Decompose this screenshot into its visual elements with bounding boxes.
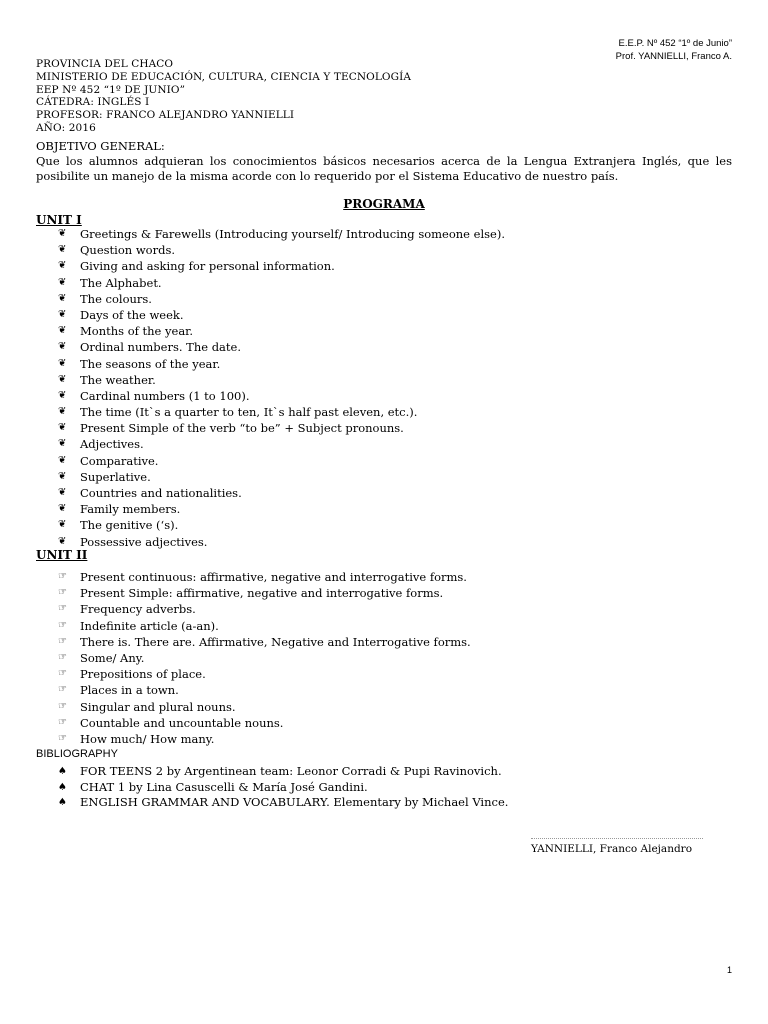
- programa-title: PROGRAMA: [343, 197, 425, 211]
- unit-2-item: [58, 650, 471, 666]
- unit-1-item: [58, 356, 505, 372]
- unit-2-item-text: There is. There are. Affirmative, Negative and Interrogative forms.: [80, 634, 471, 649]
- flower-bullet-icon: ❦: [58, 519, 67, 531]
- hand-pointer-bullet-icon: ☞: [58, 668, 67, 680]
- unit-1-item-text: Present Simple of the verb “to be” + Subject pronouns.: [80, 421, 404, 436]
- unit-1-item: [58, 485, 505, 501]
- unit-1-item-text: Countries and nationalities.: [80, 486, 242, 500]
- institution-line: AÑO: 2016: [36, 121, 96, 134]
- page-header: [616, 37, 732, 63]
- bibliography-item: [58, 764, 508, 780]
- header-school: E.E.P. Nº 452 “1º de Junio”: [618, 38, 732, 49]
- hand-pointer-bullet-icon: ☞: [58, 635, 67, 647]
- bibliography-item-text: CHAT 1 by Lina Casuscelli & María José Gandini.: [80, 779, 368, 794]
- flower-bullet-icon: ❦: [58, 470, 67, 482]
- unit-1-item-text: The colours.: [80, 291, 152, 306]
- unit-1-item: [58, 372, 505, 388]
- unit-1-item-text: Superlative.: [80, 469, 151, 484]
- flower-bullet-icon: ❦: [58, 373, 67, 385]
- unit-2-item: [58, 666, 471, 682]
- unit-1-item-text: Months of the year.: [80, 324, 194, 339]
- page-number: 1: [726, 965, 732, 975]
- flower-bullet-icon: ❦: [58, 535, 67, 547]
- hand-pointer-bullet-icon: ☞: [58, 571, 67, 582]
- unit-2-item-text: How much/ How many.: [80, 731, 215, 746]
- drop-bullet-icon: ♠: [58, 766, 67, 777]
- unit-2-item: [58, 634, 471, 650]
- unit-2-list: [58, 569, 471, 747]
- flower-bullet-icon: ❦: [58, 357, 67, 369]
- hand-pointer-bullet-icon: ☞: [58, 603, 67, 615]
- unit-1-item: [58, 388, 505, 404]
- signature-line: [531, 838, 703, 839]
- flower-bullet-icon: ❦: [58, 438, 67, 450]
- header-professor: Prof. YANNIELLI, Franco A.: [615, 51, 732, 62]
- unit-1-item-text: Ordinal numbers. The date.: [80, 340, 241, 355]
- flower-bullet-icon: ❦: [58, 244, 67, 256]
- unit-1-item: [58, 469, 505, 485]
- unit-2-item-text: Present Simple: affirmative, negative and interrogative forms.: [80, 586, 444, 601]
- unit-2-item-text: Places in a town.: [80, 683, 179, 698]
- institution-line: EEP Nº 452 “1º DE JUNIO”: [36, 83, 186, 96]
- objective-text: Que los alumnos adquieran los conocimientos básicos necesarios acerca de la Lengua Extranjera Inglés, que les posibilite un manejo de la misma acorde con lo requerido por el Sistema Educativo de nuestro país.: [36, 154, 732, 183]
- hand-pointer-bullet-icon: ☞: [58, 716, 67, 728]
- unit-1-item-text: The Alphabet.: [80, 275, 162, 290]
- unit-1-item: [58, 258, 505, 274]
- flower-bullet-icon: ❦: [58, 276, 67, 288]
- unit-1-item-text: Greetings & Farewells (Introducing yourself/ Introducing someone else).: [80, 227, 505, 241]
- unit-1-item: [58, 420, 505, 436]
- unit-1-item: [58, 534, 505, 550]
- unit-1-item: [58, 517, 505, 533]
- objective-section: [36, 139, 732, 184]
- flower-bullet-icon: ❦: [58, 454, 67, 466]
- flower-bullet-icon: ❦: [58, 503, 67, 515]
- unit-2-item: [58, 618, 471, 634]
- unit-1-item-text: Giving and asking for personal information.: [80, 259, 335, 274]
- unit-1-list: [58, 226, 505, 550]
- hand-pointer-bullet-icon: ☞: [58, 651, 67, 663]
- institution-line: PROFESOR: FRANCO ALEJANDRO YANNIELLI: [36, 109, 295, 122]
- flower-bullet-icon: ❦: [58, 325, 67, 337]
- unit-2-item-text: Indefinite article (a-an).: [80, 618, 219, 633]
- unit-1-item-text: Comparative.: [80, 453, 159, 468]
- institution-line: MINISTERIO DE EDUCACIÓN, CULTURA, CIENCIA Y TECNOLOGÍA: [36, 70, 412, 83]
- unit-1-item-text: Adjectives.: [80, 437, 144, 452]
- unit-1-item: [58, 307, 505, 323]
- unit-2-item: [58, 682, 471, 698]
- bibliography-item: [58, 780, 508, 796]
- unit-2-item-text: Frequency adverbs.: [80, 602, 196, 617]
- unit-2-item-text: Present continuous: affirmative, negative and interrogative forms.: [80, 570, 467, 584]
- unit-1-item: [58, 275, 505, 291]
- drop-bullet-icon: ♠: [58, 781, 67, 793]
- bibliography-list: [58, 764, 508, 811]
- unit-1-item: [58, 291, 505, 307]
- unit-1-item: [58, 436, 505, 452]
- drop-bullet-icon: ♠: [58, 797, 67, 808]
- unit-1-item: [58, 501, 505, 517]
- unit-1-item-text: The weather.: [80, 372, 156, 387]
- flower-bullet-icon: ❦: [58, 487, 67, 498]
- unit-1-item-text: The seasons of the year.: [80, 356, 221, 371]
- unit-1-item: [58, 226, 505, 242]
- unit-2-item: [58, 585, 471, 601]
- unit-1-item: [58, 339, 505, 355]
- institution-line: PROVINCIA DEL CHACO: [36, 58, 174, 70]
- unit-1-item-text: Days of the week.: [80, 307, 184, 322]
- unit-1-item-text: Possessive adjectives.: [80, 534, 208, 549]
- hand-pointer-bullet-icon: ☞: [58, 684, 67, 696]
- unit-1-item-text: Question words.: [80, 243, 176, 258]
- hand-pointer-bullet-icon: ☞: [58, 619, 67, 631]
- bibliography-item-text: ENGLISH GRAMMAR AND VOCABULARY. Elementary by Michael Vince.: [80, 795, 509, 809]
- hand-pointer-bullet-icon: ☞: [58, 732, 67, 744]
- flower-bullet-icon: ❦: [58, 389, 67, 401]
- unit-2-item: [58, 601, 471, 617]
- flower-bullet-icon: ❦: [58, 260, 67, 272]
- bibliography-item-text: FOR TEENS 2 by Argentinean team: Leonor Corradi & Pupi Ravinovich.: [80, 764, 502, 778]
- hand-pointer-bullet-icon: ☞: [58, 587, 67, 599]
- unit-2-item-text: Singular and plural nouns.: [80, 699, 236, 714]
- objective-title: OBJETIVO GENERAL:: [36, 139, 165, 153]
- unit-2-item: [58, 569, 471, 585]
- unit-1-item-text: The time (It`s a quarter to ten, It`s half past eleven, etc.).: [80, 405, 418, 420]
- unit-2-item-text: Some/ Any.: [80, 650, 145, 665]
- flower-bullet-icon: ❦: [58, 422, 67, 434]
- signature-name: YANNIELLI, Franco Alejandro: [531, 843, 693, 855]
- unit-2-title: UNIT II: [36, 548, 88, 562]
- flower-bullet-icon: ❦: [58, 292, 67, 304]
- unit-1-item: [58, 323, 505, 339]
- unit-2-item: [58, 699, 471, 715]
- unit-1-title: UNIT I: [36, 213, 82, 227]
- unit-2-item: [58, 715, 471, 731]
- unit-2-item-text: Prepositions of place.: [80, 667, 206, 682]
- unit-1-item-text: The genitive (‘s).: [80, 518, 179, 533]
- institution-block: [36, 58, 411, 135]
- unit-1-item-text: Cardinal numbers (1 to 100).: [80, 388, 250, 403]
- unit-1-item: [58, 404, 505, 420]
- bibliography-title: BIBLIOGRAPHY: [36, 748, 118, 760]
- unit-2-item-text: Countable and uncountable nouns.: [80, 715, 284, 730]
- unit-1-item: [58, 242, 505, 258]
- flower-bullet-icon: ❦: [58, 406, 67, 418]
- unit-1-item: [58, 453, 505, 469]
- unit-1-item-text: Family members.: [80, 502, 181, 517]
- flower-bullet-icon: ❦: [58, 308, 67, 320]
- flower-bullet-icon: ❦: [58, 228, 67, 239]
- institution-line: CÁTEDRA: INGLÉS I: [36, 96, 150, 109]
- hand-pointer-bullet-icon: ☞: [58, 700, 67, 712]
- flower-bullet-icon: ❦: [58, 341, 67, 353]
- unit-2-item: [58, 731, 471, 747]
- bibliography-item: [58, 795, 508, 811]
